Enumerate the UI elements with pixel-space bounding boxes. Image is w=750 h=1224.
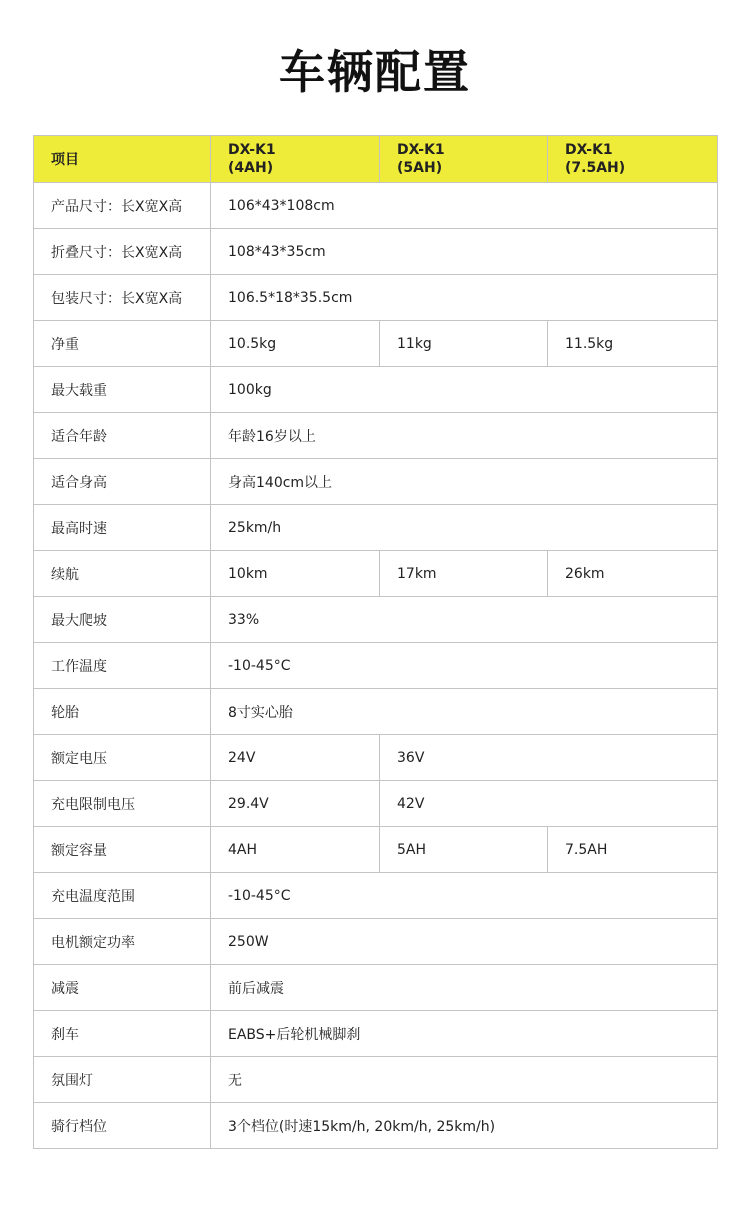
row-label: 适合年龄 bbox=[34, 413, 211, 459]
row-label: 包装尺寸：长X宽X高 bbox=[34, 275, 211, 321]
row-label: 充电温度范围 bbox=[34, 873, 211, 919]
spec-table-body bbox=[34, 183, 718, 1149]
header-model-capacity: (7.5AH) bbox=[565, 160, 626, 176]
row-value: 前后减震 bbox=[211, 965, 718, 1011]
table-row bbox=[34, 597, 718, 643]
row-value: EABS+后轮机械脚刹 bbox=[211, 1011, 718, 1057]
table-row bbox=[34, 413, 718, 459]
row-value: 11.5kg bbox=[548, 321, 718, 367]
row-value: 106*43*108cm bbox=[211, 183, 718, 229]
row-label: 额定电压 bbox=[34, 735, 211, 781]
table-row bbox=[34, 275, 718, 321]
row-label: 最高时速 bbox=[34, 505, 211, 551]
row-label: 刹车 bbox=[34, 1011, 211, 1057]
row-label: 产品尺寸：长X宽X高 bbox=[34, 183, 211, 229]
table-row bbox=[34, 643, 718, 689]
table-row bbox=[34, 321, 718, 367]
table-row bbox=[34, 505, 718, 551]
row-label: 电机额定功率 bbox=[34, 919, 211, 965]
header-model-capacity: (4AH) bbox=[228, 160, 274, 176]
table-row bbox=[34, 689, 718, 735]
row-value: 36V bbox=[380, 735, 718, 781]
table-row bbox=[34, 827, 718, 873]
row-value: 33% bbox=[211, 597, 718, 643]
row-value: 108*43*35cm bbox=[211, 229, 718, 275]
row-label: 氛围灯 bbox=[34, 1057, 211, 1103]
row-label: 充电限制电压 bbox=[34, 781, 211, 827]
row-value: 100kg bbox=[211, 367, 718, 413]
row-value: 8寸实心胎 bbox=[211, 689, 718, 735]
table-row bbox=[34, 919, 718, 965]
row-value: 无 bbox=[211, 1057, 718, 1103]
row-label: 轮胎 bbox=[34, 689, 211, 735]
row-label: 最大载重 bbox=[34, 367, 211, 413]
row-value: 106.5*18*35.5cm bbox=[211, 275, 718, 321]
row-value: 42V bbox=[380, 781, 718, 827]
row-value: 5AH bbox=[380, 827, 548, 873]
table-row bbox=[34, 1057, 718, 1103]
table-row bbox=[34, 781, 718, 827]
header-model-5ah bbox=[380, 136, 548, 183]
row-value: -10-45°C bbox=[211, 643, 718, 689]
row-value: 29.4V bbox=[211, 781, 380, 827]
row-value: 250W bbox=[211, 919, 718, 965]
row-value: 7.5AH bbox=[548, 827, 718, 873]
header-model-4ah bbox=[211, 136, 380, 183]
row-value: -10-45°C bbox=[211, 873, 718, 919]
page-title: 车辆配置 bbox=[279, 45, 471, 99]
header-model-capacity: (5AH) bbox=[397, 160, 443, 176]
header-item: 项目 bbox=[34, 136, 211, 183]
table-row bbox=[34, 229, 718, 275]
header-model-name: DX-K1 bbox=[228, 142, 276, 158]
row-value: 11kg bbox=[380, 321, 548, 367]
row-label: 最大爬坡 bbox=[34, 597, 211, 643]
row-label: 续航 bbox=[34, 551, 211, 597]
row-value: 10km bbox=[211, 551, 380, 597]
row-value: 身高140cm以上 bbox=[211, 459, 718, 505]
table-row bbox=[34, 183, 718, 229]
spec-table bbox=[33, 135, 718, 1149]
row-label: 额定容量 bbox=[34, 827, 211, 873]
row-value: 25km/h bbox=[211, 505, 718, 551]
row-label: 折叠尺寸：长X宽X高 bbox=[34, 229, 211, 275]
row-value: 26km bbox=[548, 551, 718, 597]
row-label: 工作温度 bbox=[34, 643, 211, 689]
header-model-name: DX-K1 bbox=[565, 142, 613, 158]
table-header-row bbox=[34, 136, 718, 183]
table-row bbox=[34, 551, 718, 597]
header-model-7-5ah bbox=[548, 136, 718, 183]
row-label: 净重 bbox=[34, 321, 211, 367]
row-label: 骑行档位 bbox=[34, 1103, 211, 1149]
table-row bbox=[34, 965, 718, 1011]
table-row bbox=[34, 735, 718, 781]
row-label: 适合身高 bbox=[34, 459, 211, 505]
row-label: 减震 bbox=[34, 965, 211, 1011]
row-value: 17km bbox=[380, 551, 548, 597]
row-value: 24V bbox=[211, 735, 380, 781]
row-value: 10.5kg bbox=[211, 321, 380, 367]
table-row bbox=[34, 1011, 718, 1057]
header-model-name: DX-K1 bbox=[397, 142, 445, 158]
row-value: 年龄16岁以上 bbox=[211, 413, 718, 459]
table-row bbox=[34, 1103, 718, 1149]
row-value: 4AH bbox=[211, 827, 380, 873]
row-value: 3个档位(时速15km/h, 20km/h, 25km/h) bbox=[211, 1103, 718, 1149]
table-row bbox=[34, 459, 718, 505]
table-row bbox=[34, 367, 718, 413]
table-row bbox=[34, 873, 718, 919]
